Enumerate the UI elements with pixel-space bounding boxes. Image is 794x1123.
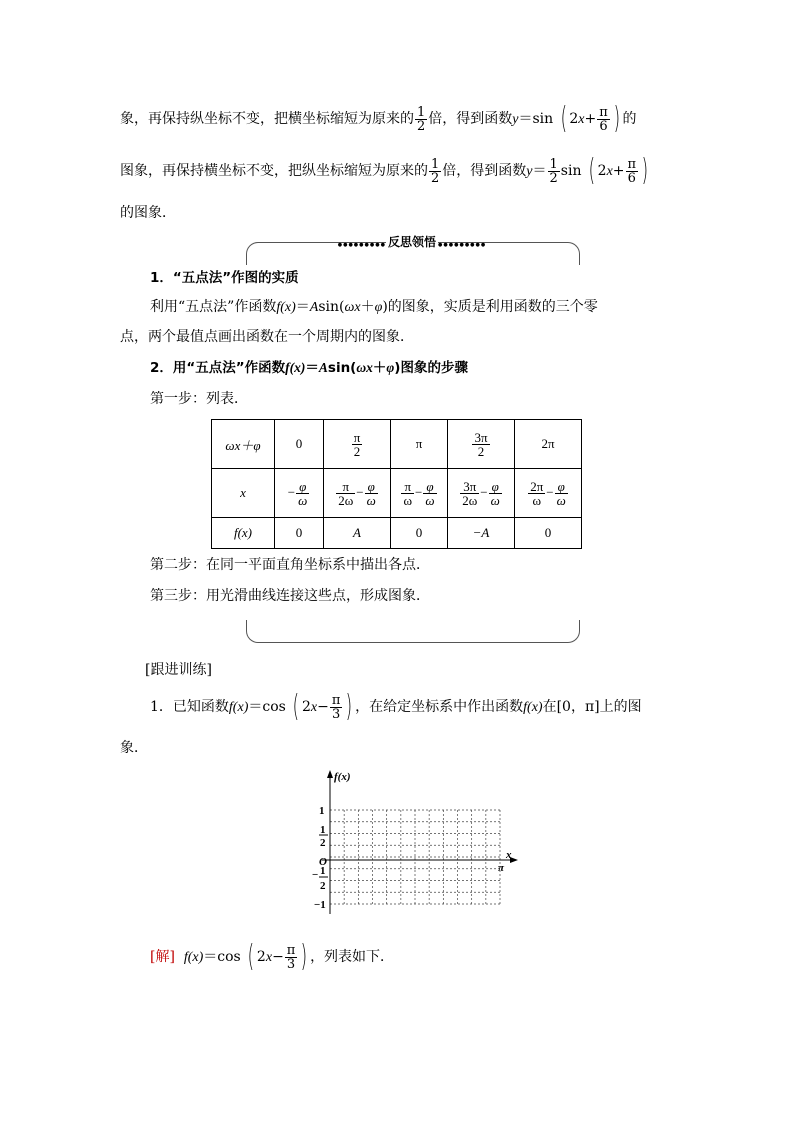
fraction: $\frac{1}{2}$ xyxy=(549,156,558,186)
text: )的图象，实质是利用函数的三个零 xyxy=(382,299,598,315)
fx: f(x) xyxy=(285,360,306,375)
exercise-question xyxy=(150,689,642,724)
table-row xyxy=(212,518,582,549)
table-cell: $\frac{3\pi}{2\omega}$ − $\frac{\varphi}{\omega}$ xyxy=(448,469,515,518)
fraction: $\frac{\pi}{3}$ xyxy=(331,692,341,722)
text: 点，两个最值点画出函数在一个周期内的图象． xyxy=(120,329,414,345)
step-3 xyxy=(150,586,430,606)
table-cell: $\frac{\pi}{\omega}$ − $\frac{\varphi}{\omega}$ xyxy=(391,469,448,518)
tick-neg-half-minus: − xyxy=(312,869,319,881)
y-axis-arrow xyxy=(327,770,333,778)
table-cell: ωx＋φ xyxy=(212,420,275,469)
text: ，在给定坐标系中作出函数 xyxy=(355,699,524,715)
var-A: A xyxy=(318,360,328,375)
text: ＝ xyxy=(305,360,319,376)
table-cell: 0 xyxy=(391,518,448,549)
plus: + xyxy=(584,111,597,127)
var-x: x xyxy=(578,112,585,127)
text: 在[0，π]上的图 xyxy=(542,699,642,715)
table-cell: $\frac{2\pi}{\omega}$ − $\frac{\varphi}{\omega}$ xyxy=(515,469,582,518)
text: ，列表如下． xyxy=(310,949,395,965)
coordinate-grid xyxy=(308,768,538,918)
text: sin xyxy=(560,163,582,179)
para-line-1 xyxy=(120,101,637,136)
step-2 xyxy=(150,555,430,575)
plus: + xyxy=(612,163,625,179)
text: 倍，得到函数 xyxy=(442,163,527,179)
var-x: x xyxy=(310,700,318,715)
reflect-heading-2 xyxy=(150,358,468,378)
left-paren: ( xyxy=(560,101,567,136)
text: 第三步：用光滑曲线连接这些点，形成图象． xyxy=(150,588,430,604)
text: 的图象． xyxy=(120,205,176,221)
text: 象． xyxy=(120,740,148,756)
var-phi: φ xyxy=(386,360,395,375)
text: 第二步：在同一平面直角坐标系中描出各点． xyxy=(150,557,430,573)
table-cell: 0 xyxy=(275,420,324,469)
y-axis-label: f(x) xyxy=(334,771,351,783)
var-wx: ωx xyxy=(344,300,361,315)
var-wx: ωx xyxy=(356,360,373,375)
dots-right: ●●●●●●●●● xyxy=(438,242,487,248)
origin-label: O xyxy=(319,856,327,868)
tick-neg-half-num: 1 xyxy=(320,865,326,877)
num: 2 xyxy=(597,163,607,179)
text: ＝cos xyxy=(248,699,286,715)
text: 倍，得到函数 xyxy=(428,111,513,127)
table-cell: $\frac{\pi}{2\omega}$ − $\frac{\varphi}{\omega}$ xyxy=(324,469,391,518)
right-paren: ) xyxy=(346,689,353,724)
box-title-text: 反思领悟 xyxy=(387,235,436,249)
tick-1: 1 xyxy=(319,805,325,817)
text: ＝ xyxy=(295,299,310,315)
pi-label: π xyxy=(498,862,505,874)
left-paren: ( xyxy=(247,939,255,974)
table-cell: 0 xyxy=(515,518,582,549)
fx: f(x) xyxy=(523,700,543,715)
text: )图象的步骤 xyxy=(394,360,468,376)
table-cell: 2π xyxy=(515,420,582,469)
right-paren: ) xyxy=(641,153,649,188)
var-A: A xyxy=(309,300,319,315)
table-cell: 0 xyxy=(275,518,324,549)
right-paren: ) xyxy=(613,101,620,136)
exercise-heading xyxy=(145,660,212,680)
text: 利用“五点法”作函数 xyxy=(150,299,277,315)
text: [跟进训练] xyxy=(145,662,212,678)
var-phi: φ xyxy=(374,300,383,315)
para-line-2 xyxy=(120,153,651,188)
fraction: $\frac{1}{2}$ xyxy=(431,156,440,186)
var-x: x xyxy=(265,950,273,965)
table-row xyxy=(212,420,582,469)
text: 图象，再保持横坐标不变，把纵坐标缩短为原来的 xyxy=(120,163,428,179)
tick-half-den: 2 xyxy=(320,837,326,849)
solution-line xyxy=(150,939,395,974)
text: ＋ xyxy=(360,299,375,315)
text: sin( xyxy=(327,360,357,376)
para-line-3 xyxy=(120,203,176,223)
text: 象，再保持纵坐标不变，把横坐标缩短为原来的 xyxy=(120,111,414,127)
num: 2 xyxy=(256,949,266,965)
tick-neg-1: −1 xyxy=(314,899,326,911)
grid-lines xyxy=(330,810,500,904)
text: ＝sin xyxy=(518,111,554,127)
fx: f(x) xyxy=(183,950,204,965)
text: ＝cos xyxy=(203,949,241,965)
table-row xyxy=(212,469,582,518)
text: ＝ xyxy=(532,163,547,179)
table-cell: −A xyxy=(448,518,515,549)
var-x: x xyxy=(606,164,613,179)
reflect-para-1-line-2 xyxy=(120,327,414,347)
fraction: $\frac{1}{2}$ xyxy=(417,104,426,134)
step-1 xyxy=(150,389,248,409)
table-cell: x xyxy=(212,469,275,518)
table-cell: π xyxy=(391,420,448,469)
text: 第一步：列表． xyxy=(150,391,248,407)
table-cell: $\frac{\pi}{2}$ xyxy=(324,420,391,469)
tick-half-num: 1 xyxy=(320,824,326,836)
table-cell: A xyxy=(324,518,391,549)
fx: f(x) xyxy=(276,300,296,315)
table-cell: $\frac{3\pi}{2}$ xyxy=(448,420,515,469)
reflect-heading-1 xyxy=(150,268,299,288)
fraction: $\frac{\pi}{6}$ xyxy=(627,156,637,186)
x-axis-label: x xyxy=(506,849,512,861)
minus: − xyxy=(317,699,329,715)
num: 2 xyxy=(302,699,311,715)
text: 1．“五点法”作图的实质 xyxy=(150,270,299,286)
fraction: $\frac{\pi}{3}$ xyxy=(286,942,296,972)
left-paren: ( xyxy=(292,689,300,724)
fx: f(x) xyxy=(228,700,249,715)
text: 2．用“五点法”作函数 xyxy=(150,360,286,376)
num: 2 xyxy=(569,111,579,127)
text: 的 xyxy=(622,111,637,127)
var-y: y xyxy=(512,112,519,127)
text: sin( xyxy=(318,299,345,315)
text: 1．已知函数 xyxy=(150,699,229,715)
five-point-table xyxy=(211,419,582,549)
fraction: $\frac{\pi}{6}$ xyxy=(599,104,608,134)
solution-tag: [解] xyxy=(150,949,175,965)
table-cell: − $\frac{\varphi}{\omega}$ xyxy=(275,469,324,518)
left-paren: ( xyxy=(588,153,596,188)
minus: − xyxy=(272,949,284,965)
text: ＋ xyxy=(372,360,387,376)
exercise-question-line-2 xyxy=(120,738,148,758)
reflect-para-1 xyxy=(150,297,598,318)
dots-left: ●●●●●●●●● xyxy=(337,242,386,248)
var-y: y xyxy=(526,164,533,179)
right-paren: ) xyxy=(300,939,308,974)
reflect-box-title xyxy=(274,233,550,250)
reflect-box-bottom xyxy=(246,620,580,643)
table-cell: f(x) xyxy=(212,518,275,549)
tick-neg-half-den: 2 xyxy=(320,880,326,892)
